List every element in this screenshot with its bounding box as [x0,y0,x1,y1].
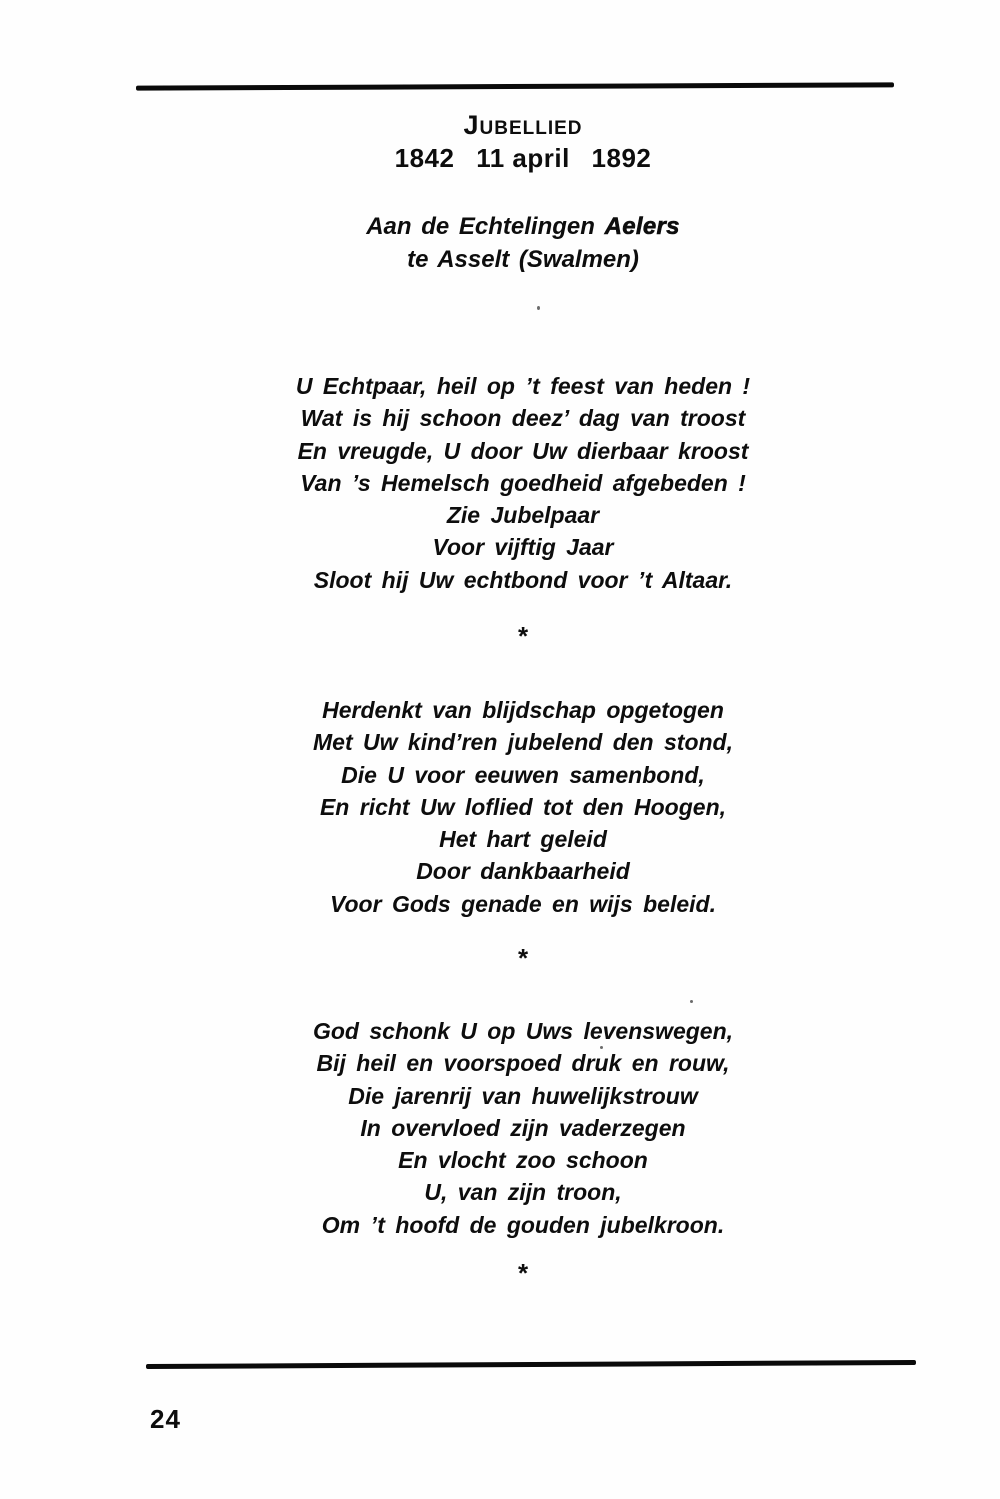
date-line [46,144,1000,172]
scan-speckle [690,1000,693,1003]
poem-line: U Echtpaar, heil op ’t feest van heden ! [295,373,751,399]
scan-speckle [600,1046,603,1049]
stanza-3 [46,1015,1000,1241]
poem-line: Door dankbaarheid [416,858,630,885]
poem-line: En richt Uw loflied tot den Hoogen, [319,793,727,820]
poem-line: Sloot hij Uw echtbond voor ’t Altaar. [313,566,733,593]
poem-line: Die U voor eeuwen samenbond, [341,761,705,788]
page-number: 24 [150,1404,181,1434]
date-middle: 11 april [476,143,570,173]
poem-line: En vreugde, U door Uw dierbaar kroost [297,437,749,464]
poem-line: Van ’s Hemelsch goedheid afgebeden ! [300,469,746,496]
dedication-prefix: Aan de Echtelingen [366,213,595,240]
dedication-family-name: Aelers [604,213,680,240]
stanza-separator: * [517,1258,529,1288]
stanza-separator: * [517,943,529,973]
poem-line: Voor vijftig Jaar [432,534,614,561]
poem-line: Om ’t hoofd de gouden jubelkroon. [321,1211,725,1238]
poem-line: Het hart geleid [439,826,607,853]
stanza-2 [46,694,1000,920]
poem-line: Voor Gods genade en wijs beleid. [330,890,716,917]
poem-line: Herdenkt van blijdschap opgetogen [322,697,724,723]
page-title: Jubellied [463,110,583,140]
poem-line: Zie Jubelpaar [446,502,600,529]
stanza-separator: * [517,621,529,651]
bottom-rule [146,1360,916,1369]
poem-line: Met Uw kind’ren jubelend den stond, [313,729,733,756]
date-year-start: 1842 [394,143,455,173]
top-rule [136,82,894,90]
poem-line: Wat is hij schoon deez’ dag van troost [300,405,746,432]
poem-line: Die jarenrij van huwelijkstrouw [348,1082,698,1109]
dedication-line-2: te Asselt (Swalmen) [407,246,639,273]
poem-line: En vlocht zoo schoon [398,1147,648,1174]
poem-line: U, van zijn troon, [424,1179,622,1206]
dedication-line-1 [46,212,1000,242]
poem-line: God schonk U op Uws levenswegen, [312,1018,734,1044]
scan-speckle [537,306,540,310]
poem-line: In overvloed zijn vaderzegen [360,1114,686,1141]
poem-line: Bij heil en voorspoed druk en rouw, [316,1050,730,1077]
stanza-1 [46,370,1000,596]
date-year-end: 1892 [591,143,652,173]
